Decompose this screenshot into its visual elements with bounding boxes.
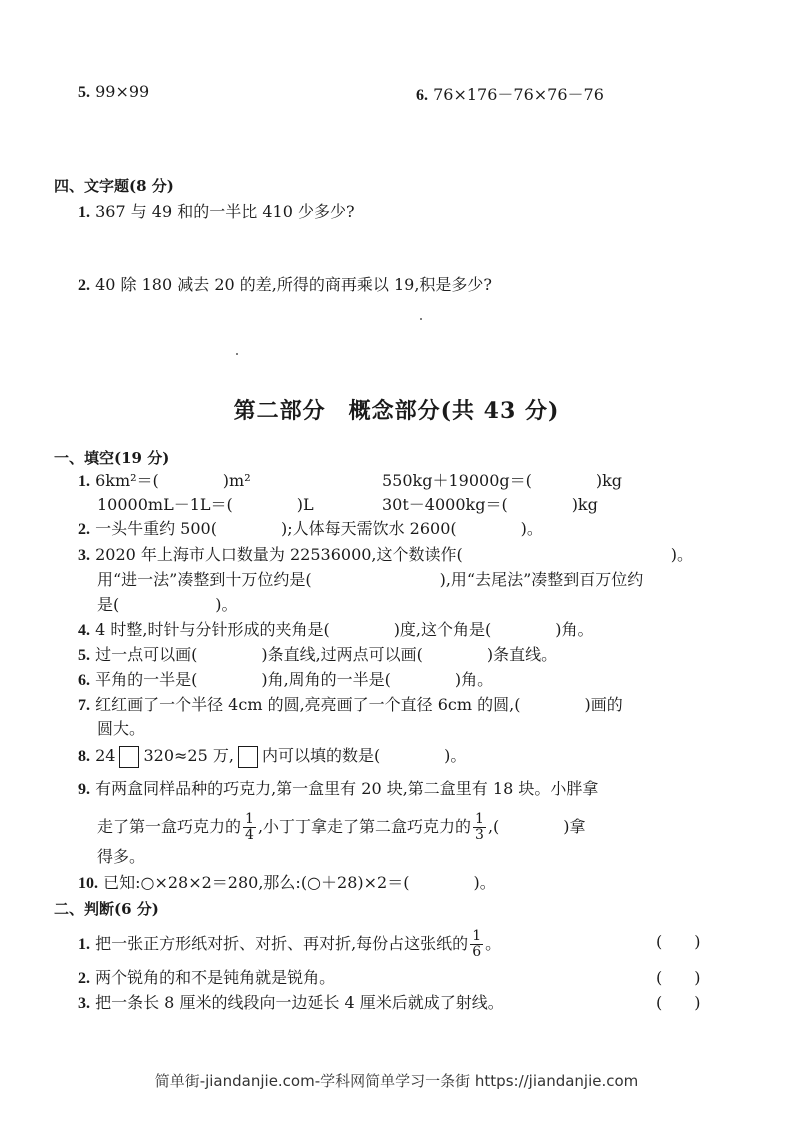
judge-answer-paren-3: ( ) xyxy=(656,993,701,1012)
fraction-numerator: 1 xyxy=(472,928,482,944)
item-text: 40 除 180 减去 20 的差,所得的商再乘以 19,积是多少? xyxy=(95,275,492,294)
fill-item-1-d: 30t－4000kg＝( )kg xyxy=(382,495,598,514)
item-number: 2. xyxy=(78,521,90,538)
item-number: 3. xyxy=(78,995,90,1012)
judge-answer-paren-1: ( ) xyxy=(656,932,701,951)
fill-item-3-line-2: 用“进一法”凑整到十万位约是( ),用“去尾法”凑整到百万位约 xyxy=(97,570,644,589)
fraction-numerator: 1 xyxy=(245,811,254,827)
footer-watermark: 简单街-jiandanjie.com-学科网简单学习一条街 https://jiandanjie.com xyxy=(154,1072,639,1090)
fraction-denominator: 3 xyxy=(475,827,484,843)
word-problem-1 xyxy=(78,201,355,224)
item-number: 3. xyxy=(78,547,90,564)
blank-square-box xyxy=(119,746,139,768)
item-text: 把一张正方形纸对折、对折、再对折,每份占这张纸的 xyxy=(95,934,469,953)
part-title: 第二部分 概念部分(共 43 分) xyxy=(233,398,560,424)
item-number: 7. xyxy=(78,697,90,714)
word-problem-2 xyxy=(78,274,492,297)
fill-item-2 xyxy=(78,518,543,541)
fill-item-5 xyxy=(78,644,557,667)
item-text: 内可以填的数是( )。 xyxy=(261,746,467,765)
fill-item-1-a xyxy=(78,470,251,493)
judge-answer-paren-2: ( ) xyxy=(656,968,701,987)
judge-item-2 xyxy=(78,967,335,990)
fraction-one-sixth xyxy=(470,929,483,960)
fill-item-8 xyxy=(78,745,466,768)
fraction-denominator: 4 xyxy=(245,827,254,843)
item-number: 1. xyxy=(78,204,90,221)
item-number: 9. xyxy=(78,781,90,798)
calc-item-5 xyxy=(78,81,149,104)
item-number: 1. xyxy=(78,473,90,490)
item-number: 6. xyxy=(78,672,90,689)
fill-item-3-line-3: 是( )。 xyxy=(97,595,238,614)
item-number: 1. xyxy=(78,936,90,953)
item-number: 4. xyxy=(78,622,90,639)
item-text: 。 xyxy=(485,934,502,953)
item-text: ,小丁丁拿走了第二盒巧克力的 xyxy=(257,817,472,836)
item-number: 2. xyxy=(78,970,90,987)
fill-item-9 xyxy=(78,778,598,801)
item-text: 有两盒同样品种的巧克力,第一盒里有 20 块,第二盒里有 18 块。小胖拿 xyxy=(95,779,599,798)
item-text: 把一条长 8 厘米的线段向一边延长 4 厘米后就成了射线。 xyxy=(95,993,504,1012)
item-text: 红红画了一个半径 4cm 的圆,亮亮画了一个直径 6cm 的圆,( )画的 xyxy=(95,695,623,714)
item-number: 10. xyxy=(78,875,98,892)
fill-item-6 xyxy=(78,669,493,692)
fraction-numerator: 1 xyxy=(475,811,484,827)
item-text: 99×99 xyxy=(95,82,150,101)
scan-speck xyxy=(236,353,238,355)
judge-item-1 xyxy=(78,929,501,960)
fill-item-9-line-2 xyxy=(97,812,586,843)
item-text: 已知:○×28×2＝280,那么:(○＋28)×2＝( )。 xyxy=(103,873,496,892)
section-header-word-problems: 四、文字题(8 分) xyxy=(54,177,174,195)
item-text: 6km²＝( )m² xyxy=(95,471,251,490)
fill-item-9-line-3: 得多。 xyxy=(97,847,146,866)
item-number: 5. xyxy=(78,84,90,101)
fraction-one-third xyxy=(473,812,486,843)
item-number: 6. xyxy=(416,87,428,104)
item-text: 367 与 49 和的一半比 410 少多少? xyxy=(95,202,355,221)
item-text: 2020 年上海市人口数量为 22536000,这个数读作( )。 xyxy=(95,545,693,564)
item-text: 24 xyxy=(95,746,116,765)
item-number: 8. xyxy=(78,748,90,765)
item-text: 320≈25 万, xyxy=(143,746,234,765)
fill-item-3 xyxy=(78,544,693,567)
scan-speck xyxy=(420,318,422,320)
item-text: ,( )拿 xyxy=(487,817,586,836)
fill-item-4 xyxy=(78,619,594,642)
fraction-denominator: 6 xyxy=(472,944,482,960)
blank-square-box xyxy=(238,746,258,768)
item-text: 76×176－76×76－76 xyxy=(433,85,604,104)
item-number: 2. xyxy=(78,277,90,294)
item-text: 一头牛重约 500( );人体每天需饮水 2600( )。 xyxy=(95,519,543,538)
fill-item-1-c: 10000mL－1L＝( )L xyxy=(97,495,314,514)
item-text: 4 时整,时针与分针形成的夹角是( )度,这个角是( )角。 xyxy=(95,620,594,639)
fill-item-7 xyxy=(78,694,623,717)
fill-item-10 xyxy=(78,872,496,895)
judge-item-3 xyxy=(78,992,504,1015)
item-number: 5. xyxy=(78,647,90,664)
fill-item-1-b: 550kg＋19000g＝( )kg xyxy=(382,471,623,490)
item-text: 过一点可以画( )条直线,过两点可以画( )条直线。 xyxy=(95,645,558,664)
item-text: 平角的一半是( )角,周角的一半是( )角。 xyxy=(95,670,494,689)
section-header-judge: 二、判断(6 分) xyxy=(54,900,159,918)
item-text: 走了第一盒巧克力的 xyxy=(97,817,242,836)
calc-item-6 xyxy=(416,84,604,107)
fill-item-7-line-2: 圆大。 xyxy=(97,719,146,738)
item-text: 两个锐角的和不是钝角就是锐角。 xyxy=(95,968,336,987)
fraction-one-quarter xyxy=(243,812,256,843)
section-header-fill-blanks: 一、填空(19 分) xyxy=(54,449,170,467)
